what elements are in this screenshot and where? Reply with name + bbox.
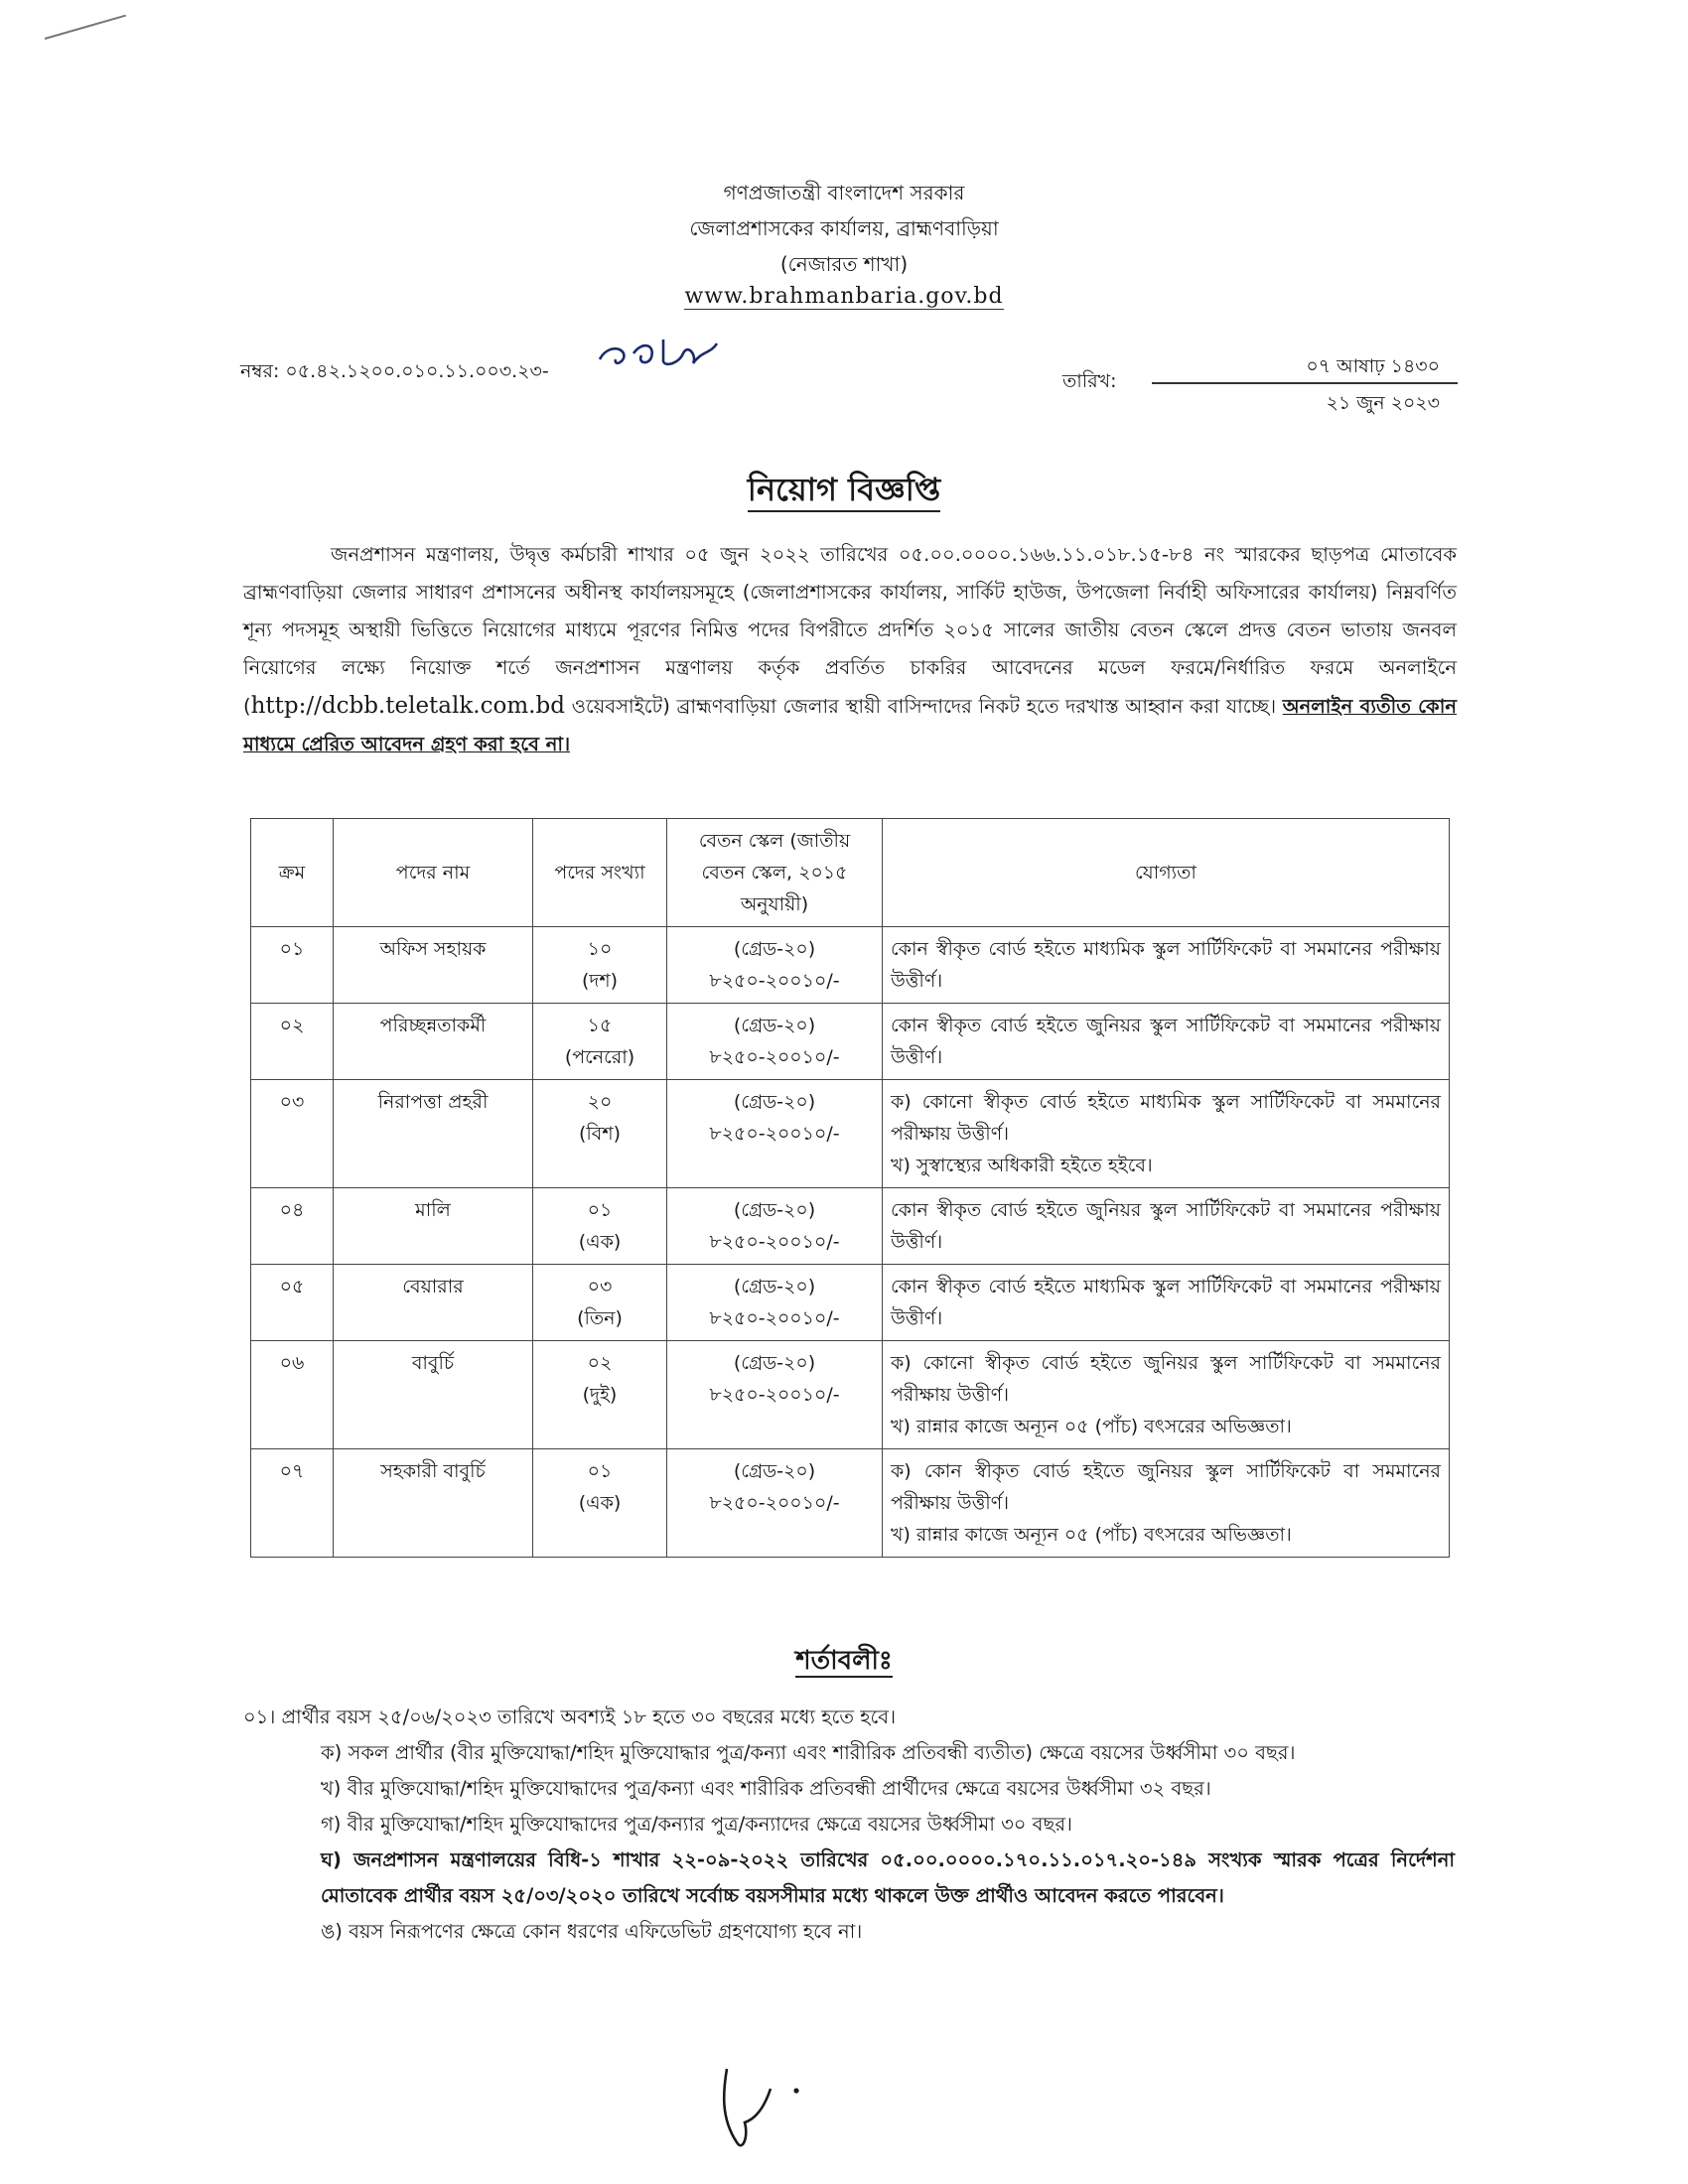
count-words: (এক) (578, 1492, 622, 1514)
qualification-line: কোন স্বীকৃত বোর্ড হইতে মাধ্যমিক স্কুল সার্টিফিকেট বা সমমানের পরীক্ষায় উত্তীর্ণ। (891, 938, 1441, 992)
cell-qualification (883, 1188, 1450, 1265)
condition-sub-ga: গ) বীর মুক্তিযোদ্ধা/শহিদ মুক্তিযোদ্ধাদের পুত্র/কন্যার পুত্র/কন্যাদের ক্ষেত্রে বয়সের উর্ধ্বসীমা ৩০ বছর। (321, 1813, 1073, 1836)
cell-serial: ০৩ (251, 1080, 334, 1188)
qualification-line: খ) রান্নার কাজে অন্যূন ০৫ (পাঁচ) বৎসরের অভিজ্ঞতা। (891, 1524, 1292, 1546)
grade: (গ্রেড-২০) (733, 1199, 816, 1221)
table-header-row (251, 819, 1450, 927)
cell-post: নিরাপত্তা প্রহরী (334, 1080, 533, 1188)
table-row (251, 1449, 1450, 1558)
cell-scale (667, 927, 883, 1004)
qualification-line: খ) সুস্বাস্থ্যের অধিকারী হইতে হইবে। (891, 1155, 1153, 1176)
cell-scale (667, 1004, 883, 1080)
cell-post: বেয়ারার (334, 1265, 533, 1341)
scale-range: ৮২৫০-২০০১০/- (709, 1492, 840, 1514)
cell-count (533, 1449, 667, 1558)
condition-01: ০১। প্রার্থীর বয়স ২৫/০৬/২০২৩ তারিখে অবশ্যই ১৮ হতে ৩০ বছরের মধ্যে হতে হবে। (243, 1706, 897, 1728)
cell-qualification (883, 927, 1450, 1004)
grade: (গ্রেড-২০) (733, 938, 816, 960)
signature-mark (713, 2063, 822, 2162)
cell-qualification (883, 1265, 1450, 1341)
cell-qualification (883, 1080, 1450, 1188)
condition-sub-uma: ঙ) বয়স নিরূপণের ক্ষেত্রে কোন ধরণের এফিডেভিট গ্রহণযোগ্য হবে না। (321, 1920, 863, 1943)
header-post: পদের নাম (334, 819, 533, 927)
scale-range: ৮২৫০-২০০১০/- (709, 1307, 840, 1329)
memo-number: নম্বর: ০৫.৪২.১২০০.০১০.১১.০০৩.২৩- (240, 360, 549, 382)
count-number: ১০ (587, 938, 613, 960)
notice-title-text: নিয়োগ বিজ্ঞপ্তি (748, 471, 940, 512)
table-row (251, 927, 1450, 1004)
cell-serial: ০১ (251, 927, 334, 1004)
qualification-line: ক) কোন স্বীকৃত বোর্ড হইতে জুনিয়র স্কুল সার্টিফিকেট বা সমমানের পরীক্ষায় উত্তীর্ণ। (891, 1460, 1441, 1514)
table-row (251, 1265, 1450, 1341)
cell-serial: ০২ (251, 1004, 334, 1080)
count-words: (পনেরো) (564, 1046, 635, 1068)
cell-qualification (883, 1449, 1450, 1558)
cell-post: পরিচ্ছন্নতাকর্মী (334, 1004, 533, 1080)
cell-count (533, 1188, 667, 1265)
cell-qualification (883, 1341, 1450, 1449)
scale-range: ৮২৫০-২০০১০/- (709, 1231, 840, 1253)
cell-scale (667, 1265, 883, 1341)
cell-scale (667, 1188, 883, 1265)
header-website (0, 284, 1688, 309)
date-label: তারিখ: (1062, 370, 1117, 392)
qualification-line: ক) কোনো স্বীকৃত বোর্ড হইতে মাধ্যমিক স্কুল সার্টিফিকেট বা সমমানের পরীক্ষায় উত্তীর্ণ। (891, 1091, 1441, 1145)
date-divider (1152, 382, 1458, 384)
cell-count (533, 1341, 667, 1449)
condition-sub-ka: ক) সকল প্রার্থীর (বীর মুক্তিযোদ্ধা/শহিদ মুক্তিযোদ্ধার পুত্র/কন্যা এবং শারীরিক প্রতিবন্ধী ব্যতীত) ক্ষেত্রে বয়সের উর্ধ্বসীমা ৩০ বছর। (321, 1741, 1296, 1764)
cell-scale (667, 1341, 883, 1449)
intro-text: জনপ্রশাসন মন্ত্রণালয়, উদ্বৃত্ত কর্মচারী শাখার ০৫ জুন ২০২২ তারিখের ০৫.০০.০০০০.১৬৬.১১.০১৮.১৫-৮৪ নং স্মারকের ছাড়পত্র মোতাবেক ব্রাহ্মণবাড়িয়া জেলার সাধারণ প্রশাসনের অধীনস্থ কার্যালয়সমূহে (জেলাপ্রশাসকের কার্যালয়, সার্কিট হাউজ, উপজেলা নির্বাহী অফিসারের কার্যালয়) নিম্নবর্ণিত শূন্য পদসমূহ অস্থায়ী ভিত্তিতে নিয়োগের মাধ্যমে পূরণের নিমিত্ত পদের বিপরীতে প্রদর্শিত ২০১৫ সালের জাতীয় বেতন স্কেলে প্রদত্ত বেতন ভাতায় জনবল নিয়োগের লক্ষ্যে নিয়োক্ত শর্তে জনপ্রশাসন মন্ত্রণালয় কর্তৃক প্রবর্তিত চাকরির আবেদনের মডেল ফরমে/নির্ধারিত ফরমে অনলাইনে ( (243, 543, 1457, 718)
notice-title (0, 465, 1688, 518)
header-scale: বেতন স্কেল (জাতীয় বেতন স্কেল, ২০১৫ অনুযায়ী) (667, 819, 883, 927)
cell-post: বাবুর্চি (334, 1341, 533, 1449)
cell-scale (667, 1080, 883, 1188)
intro-paragraph (243, 536, 1457, 763)
count-words: (দুই) (582, 1384, 618, 1406)
cell-count (533, 927, 667, 1004)
cell-count (533, 1004, 667, 1080)
conditions-heading-text: শর্তাবলীঃ (795, 1646, 893, 1676)
cell-post: অফিস সহায়ক (334, 927, 533, 1004)
table-row (251, 1188, 1450, 1265)
table-row (251, 1080, 1450, 1188)
header-serial: ক্রম (251, 819, 334, 927)
grade: (গ্রেড-২০) (733, 1091, 816, 1113)
header-qualification: যোগ্যতা (883, 819, 1450, 927)
grade: (গ্রেড-২০) (733, 1460, 816, 1482)
grade: (গ্রেড-২০) (733, 1015, 816, 1036)
cell-qualification (883, 1004, 1450, 1080)
grade: (গ্রেড-২০) (733, 1352, 816, 1374)
cell-post: সহকারী বাবুর্চি (334, 1449, 533, 1558)
count-number: ২০ (587, 1091, 613, 1113)
condition-sublist (321, 1735, 1455, 1950)
scan-mark (45, 15, 126, 40)
count-words: (দশ) (581, 970, 619, 992)
count-number: ০৩ (587, 1276, 613, 1297)
count-number: ১৫ (587, 1015, 613, 1036)
cell-serial: ০৪ (251, 1188, 334, 1265)
qualification-line: কোন স্বীকৃত বোর্ড হইতে মাধ্যমিক স্কুল সার্টিফিকেট বা সমমানের পরীক্ষায় উত্তীর্ণ। (891, 1276, 1441, 1329)
conditions-heading (0, 1640, 1688, 1684)
posts-table (250, 818, 1450, 1558)
handwritten-number (594, 334, 723, 373)
grade: (গ্রেড-২০) (733, 1276, 816, 1297)
table-body (251, 927, 1450, 1558)
table-row (251, 1004, 1450, 1080)
header-branch: (নেজারত শাখা) (779, 252, 909, 276)
cell-serial: ০৫ (251, 1265, 334, 1341)
intro-text-after-url: ওয়েবসাইটে) ব্রাহ্মণবাড়িয়া জেলার স্থায়ী বাসিন্দাদের নিকট হতে দরখাস্ত আহ্বান করা যাচ্ছে। (564, 695, 1283, 718)
count-words: (বিশ) (578, 1123, 622, 1145)
count-words: (এক) (578, 1231, 622, 1253)
cell-serial: ০৬ (251, 1341, 334, 1449)
table-row (251, 1341, 1450, 1449)
qualification-line: কোন স্বীকৃত বোর্ড হইতে জুনিয়র স্কুল সার্টিফিকেট বা সমমানের পরীক্ষায় উত্তীর্ণ। (891, 1199, 1441, 1253)
count-number: ০১ (587, 1460, 613, 1482)
date-gregorian: ২১ জুন ২০২৩ (1326, 392, 1440, 414)
scale-range: ৮২৫০-২০০১০/- (709, 1123, 840, 1145)
website-link: www.brahmanbaria.gov.bd (684, 284, 1004, 309)
online-only-note: অনলাইন ব্যতীত কোন মাধ্যমে প্রেরিত আবেদন গ্রহণ করা হবে না। (243, 695, 1457, 755)
conditions-list (243, 1700, 1455, 1950)
cell-post: মালি (334, 1188, 533, 1265)
application-url-link[interactable]: http://dcbb.teletalk.com.bd (250, 693, 565, 719)
scale-range: ৮২৫০-২০০১০/- (709, 970, 840, 992)
cell-serial: ০৭ (251, 1449, 334, 1558)
header-government: গণপ্রজাতন্ত্রী বাংলাদেশ সরকার (723, 181, 965, 205)
date-bangla: ০৭ আষাঢ় ১৪৩০ (1306, 355, 1440, 377)
qualification-line: কোন স্বীকৃত বোর্ড হইতে জুনিয়র স্কুল সার্টিফিকেট বা সমমানের পরীক্ষায় উত্তীর্ণ। (891, 1015, 1441, 1068)
header-office: জেলাপ্রশাসকের কার্যালয়, ব্রাহ্মণবাড়িয়া (689, 216, 999, 240)
scale-range: ৮২৫০-২০০১০/- (709, 1384, 840, 1406)
cell-scale (667, 1449, 883, 1558)
count-number: ০২ (587, 1352, 613, 1374)
qualification-line: খ) রান্নার কাজে অন্যূন ০৫ (পাঁচ) বৎসরের অভিজ্ঞতা। (891, 1416, 1292, 1437)
condition-sub-gha: ঘ) জনপ্রশাসন মন্ত্রণালয়ের বিধি-১ শাখার ২২-০৯-২০২২ তারিখের ০৫.০০.০০০০.১৭০.১১.০১৭.২০-১৪৯ সংখ্যক স্মারক পত্রের নির্দেশনা মোতাবেক প্রার্থীর বয়স ২৫/০৩/২০২০ তারিখে সর্বোচ্চ বয়সসীমার মধ্যে থাকলে উক্ত প্রার্থীও আবেদন করতে পারবেন। (321, 1848, 1455, 1907)
cell-count (533, 1265, 667, 1341)
header-count: পদের সংখ্যা (533, 819, 667, 927)
cell-count (533, 1080, 667, 1188)
condition-sub-kha: খ) বীর মুক্তিযোদ্ধা/শহিদ মুক্তিযোদ্ধাদের পুত্র/কন্যা এবং শারীরিক প্রতিবন্ধী প্রার্থীদের ক্ষেত্রে বয়সের উর্ধ্বসীমা ৩২ বছর। (321, 1777, 1211, 1800)
scale-range: ৮২৫০-২০০১০/- (709, 1046, 840, 1068)
count-number: ০১ (587, 1199, 613, 1221)
qualification-line: ক) কোনো স্বীকৃত বোর্ড হইতে জুনিয়র স্কুল সার্টিফিকেট বা সমমানের পরীক্ষায় উত্তীর্ণ। (891, 1352, 1441, 1406)
count-words: (তিন) (577, 1307, 623, 1329)
